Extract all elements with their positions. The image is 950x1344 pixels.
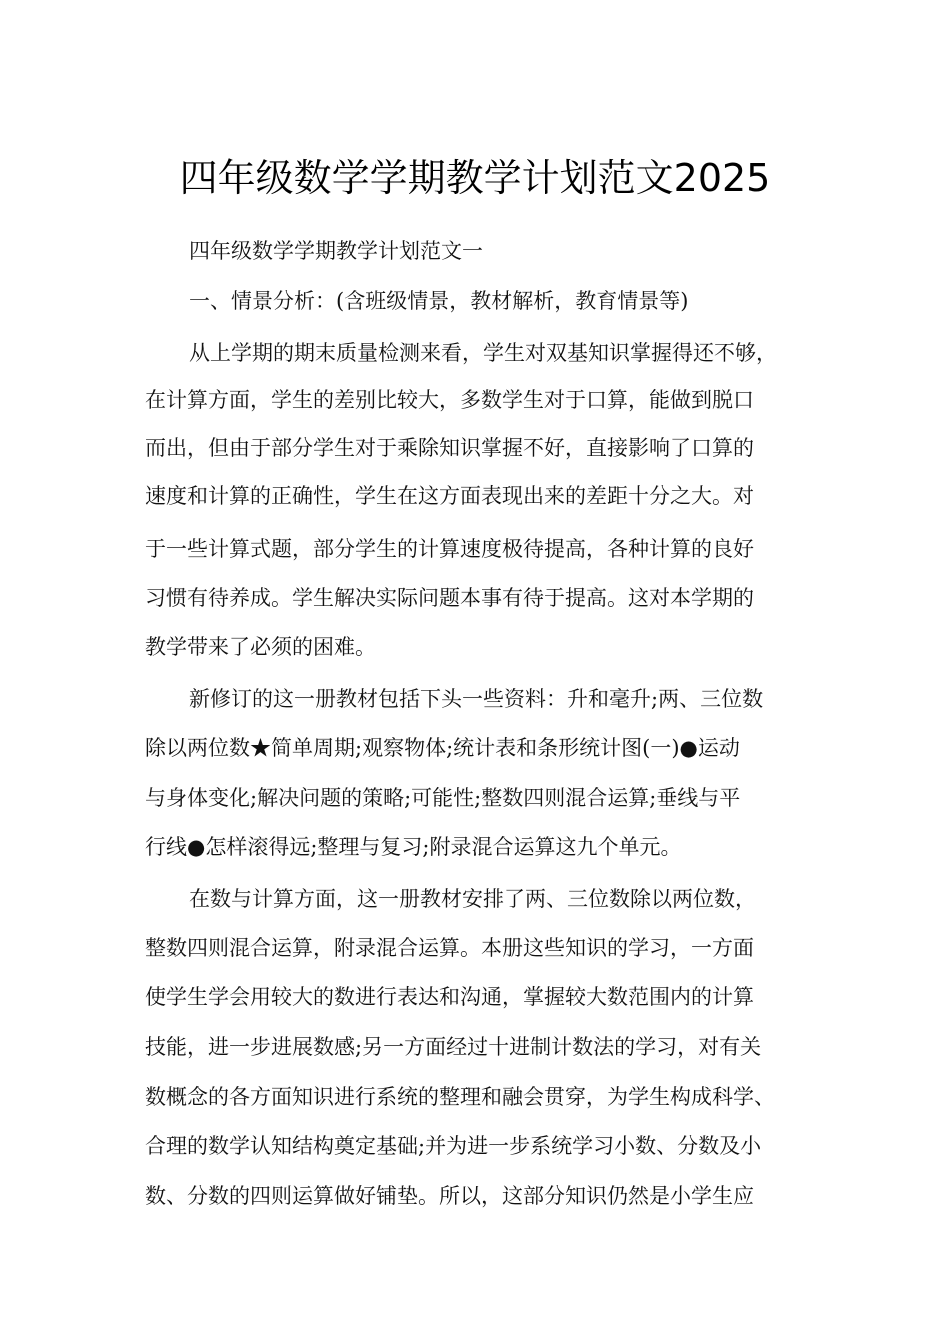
paragraph-line: 数、分数的四则运算做好铺垫。所以，这部分知识仍然是小学生应 xyxy=(145,1184,754,1208)
paragraph-line: 与身体变化;解决问题的策略;可能性;整数四则混合运算;垂线与平 xyxy=(145,786,741,810)
paragraph-line: 新修订的这一册教材包括下头一些资料：升和毫升;两、三位数 xyxy=(189,687,764,711)
paragraph-line: 于一些计算式题，部分学生的计算速度极待提高，各种计算的良好 xyxy=(145,537,754,561)
paragraph-line: 在计算方面，学生的差别比较大，多数学生对于口算，能做到脱口 xyxy=(145,388,754,412)
paragraph-line: 速度和计算的正确性，学生在这方面表现出来的差距十分之大。对 xyxy=(145,484,754,508)
paragraph-line: 整数四则混合运算，附录混合运算。本册这些知识的学习，一方面 xyxy=(145,936,754,960)
paragraph-line: 行线●怎样滚得远;整理与复习;附录混合运算这九个单元。 xyxy=(145,835,682,859)
paragraph-line: 从上学期的期末质量检测来看，学生对双基知识掌握得还不够， xyxy=(189,341,777,365)
paragraph-line: 合理的数学认知结构奠定基础;并为进一步系统学习小数、分数及小 xyxy=(145,1134,762,1158)
paragraph-line: 教学带来了必须的困难。 xyxy=(145,635,376,659)
subtitle: 四年级数学学期教学计划范文一 xyxy=(189,239,483,263)
paragraph-line: 而出，但由于部分学生对于乘除知识掌握不好，直接影响了口算的 xyxy=(145,436,754,460)
paragraph-line: 数概念的各方面知识进行系统的整理和融会贯穿，为学生构成科学、 xyxy=(145,1085,775,1109)
section-heading: 一、情景分析：(含班级情景，教材解析，教育情景等) xyxy=(189,289,689,313)
paragraph-line: 在数与计算方面，这一册教材安排了两、三位数除以两位数， xyxy=(189,887,756,911)
paragraph-line: 使学生学会用较大的数进行表达和沟通，掌握较大数范围内的计算 xyxy=(145,985,754,1009)
document-title: 四年级数学学期教学计划范文2025 xyxy=(179,156,771,201)
paragraph-line: 技能，进一步进展数感;另一方面经过十进制计数法的学习，对有关 xyxy=(145,1035,762,1059)
paragraph-line: 习惯有待养成。学生解决实际问题本事有待于提高。这对本学期的 xyxy=(145,586,754,610)
paragraph-line: 除以两位数★简单周期;观察物体;统计表和条形统计图(一)●运动 xyxy=(145,736,740,760)
